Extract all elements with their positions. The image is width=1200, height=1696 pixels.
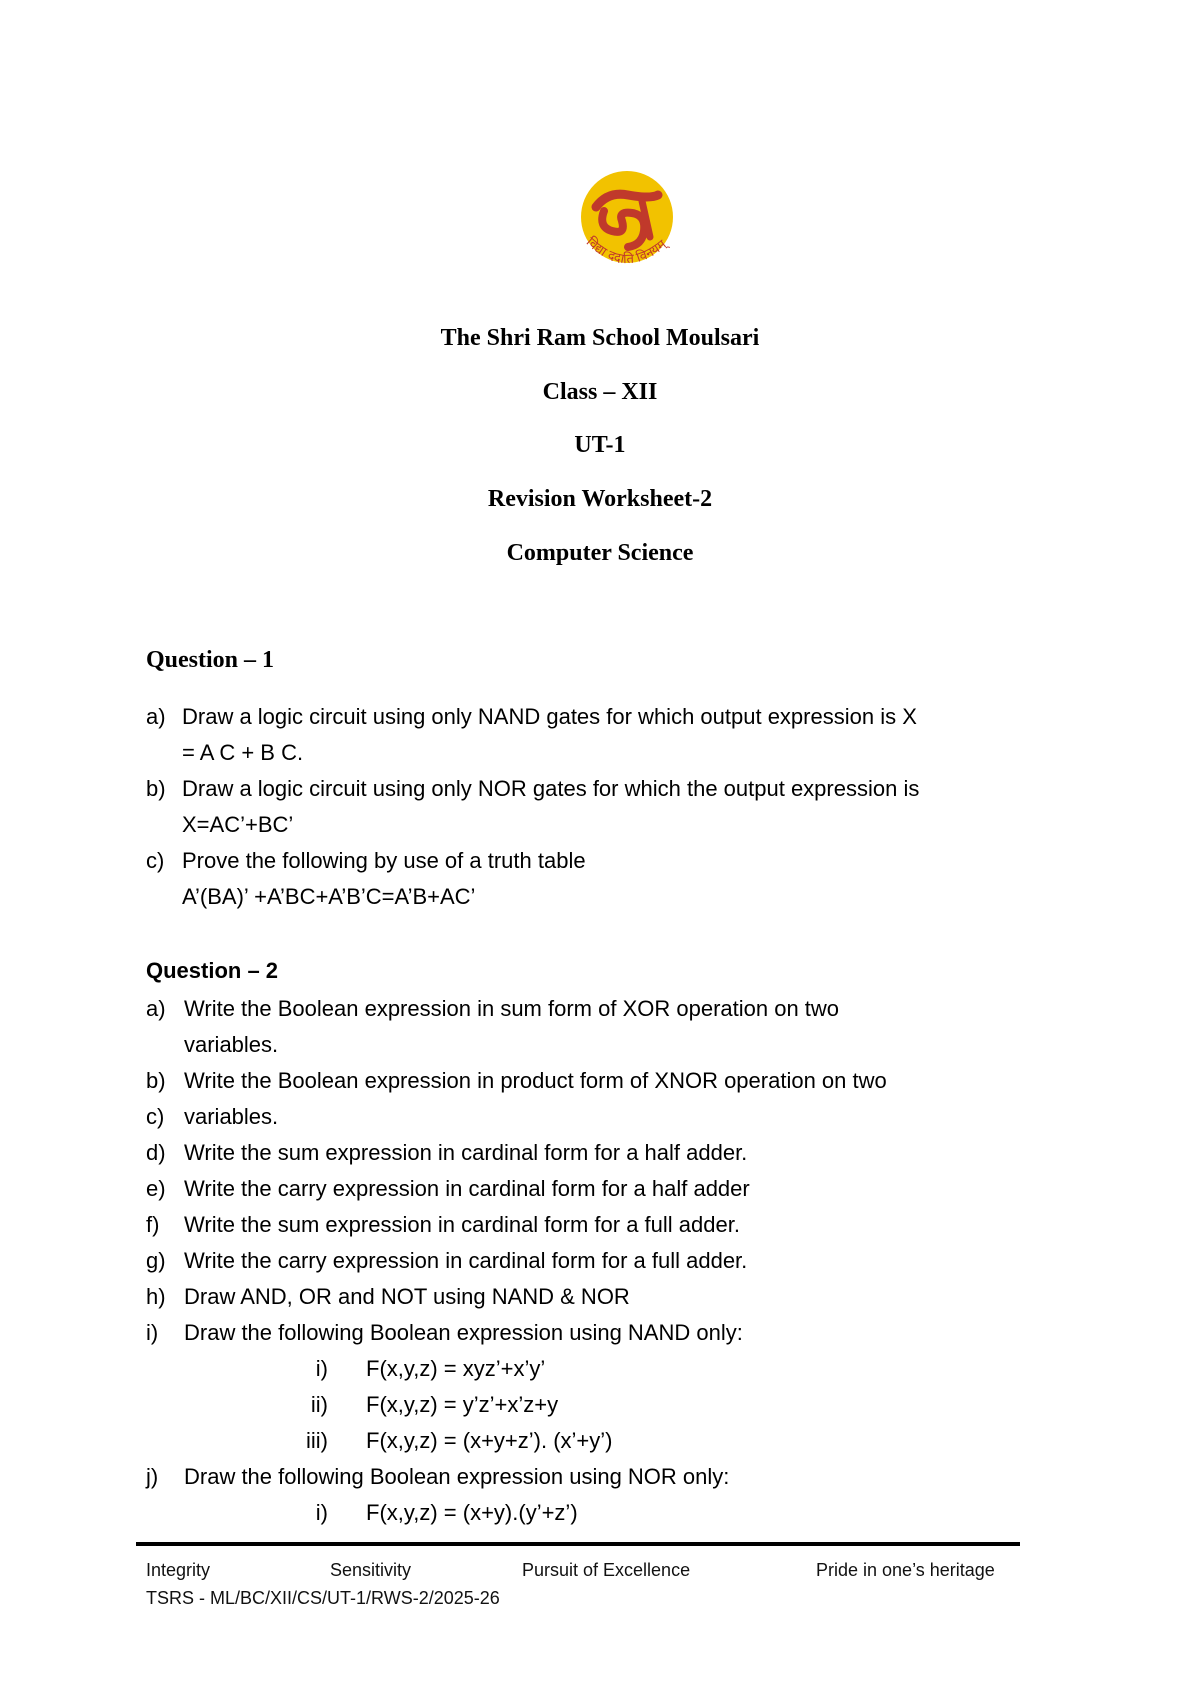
q1-b-marker: b) [146,776,166,801]
q2-g-line-1: Write the carry expression in cardinal form for a full adder. [184,1248,748,1273]
logo-motto: विद्या ददाति विनयम् [582,234,670,268]
footer-value-excellence: Pursuit of Excellence [522,1560,691,1580]
q1-c-marker: c) [146,848,165,873]
q2-e-line-1: Write the carry expression in cardinal form for a half adder [184,1176,750,1201]
q2-a-line-2: variables. [184,1032,279,1057]
footer-rule [136,1542,1020,1546]
nand-sub-iii-expr: F(x,y,z) = (x+y+z’). (x’+y’) [366,1428,613,1453]
q1-a-line-2: = A C + B C. [182,740,304,765]
question-2-title: Question – 2 [146,958,279,983]
school-name: The Shri Ram School Moulsari [440,325,760,351]
q2-h-marker: h) [146,1284,166,1309]
nor-sub-i-expr: F(x,y,z) = (x+y).(y’+z’) [366,1500,578,1525]
test-label: UT-1 [574,432,626,458]
q2-e-marker: e) [146,1176,166,1201]
q2-c-marker: c) [146,1104,165,1129]
q2-a-marker: a) [146,996,166,1021]
q1-c-line-2: A’(BA)’ +A’BC+A’B’C=A’B+AC’ [182,884,476,909]
q1-a-line-1: Draw a logic circuit using only NAND gates for which output expression is X [182,704,917,729]
school-logo-icon [568,165,686,283]
footer-value-sensitivity: Sensitivity [330,1560,412,1580]
q2-c-line-1: variables. [184,1104,279,1129]
subject-label: Computer Science [506,540,694,566]
q1-b-line-2: X=AC’+BC’ [182,812,294,837]
q2-b-marker: b) [146,1068,166,1093]
nor-sub-i-marker: i) [315,1500,328,1525]
nand-sub-i-expr: F(x,y,z) = xyz’+x’y’ [366,1356,546,1381]
q2-d-marker: d) [146,1140,166,1165]
question-1-title: Question – 1 [146,647,275,673]
q2-i-marker: i) [146,1320,159,1345]
q1-a-marker: a) [146,704,166,729]
q2-f-marker: f) [146,1212,160,1237]
nand-sub-ii-expr: F(x,y,z) = y’z’+x’z+y [366,1392,559,1417]
footer-value-integrity: Integrity [146,1560,211,1580]
nand-sub-i-marker: i) [315,1356,328,1381]
q2-f-line-1: Write the sum expression in cardinal form for a full adder. [184,1212,740,1237]
worksheet-title: Revision Worksheet-2 [487,486,713,512]
q2-j-line-1: Draw the following Boolean expression using NOR only: [184,1464,730,1489]
q2-i-line-1: Draw the following Boolean expression using NAND only: [184,1320,743,1345]
nand-sub-ii-marker: ii) [310,1392,328,1417]
q2-g-marker: g) [146,1248,166,1273]
q2-b-line-1: Write the Boolean expression in product form of XNOR operation on two [184,1068,887,1093]
class-label: Class – XII [542,379,658,405]
q1-c-line-1: Prove the following by use of a truth table [182,848,586,873]
q2-d-line-1: Write the sum expression in cardinal form for a half adder. [184,1140,748,1165]
q1-b-line-1: Draw a logic circuit using only NOR gates for which the output expression is [182,776,920,801]
q2-j-marker: j) [146,1464,159,1489]
footer-value-heritage: Pride in one’s heritage [816,1560,995,1580]
nand-sub-iii-marker: iii) [306,1428,328,1453]
footer-document-code: TSRS - ML/BC/XII/CS/UT-1/RWS-2/2025-26 [146,1588,500,1608]
q2-a-line-1: Write the Boolean expression in sum form of XOR operation on two [184,996,840,1021]
q2-h-line-1: Draw AND, OR and NOT using NAND & NOR [184,1284,630,1309]
